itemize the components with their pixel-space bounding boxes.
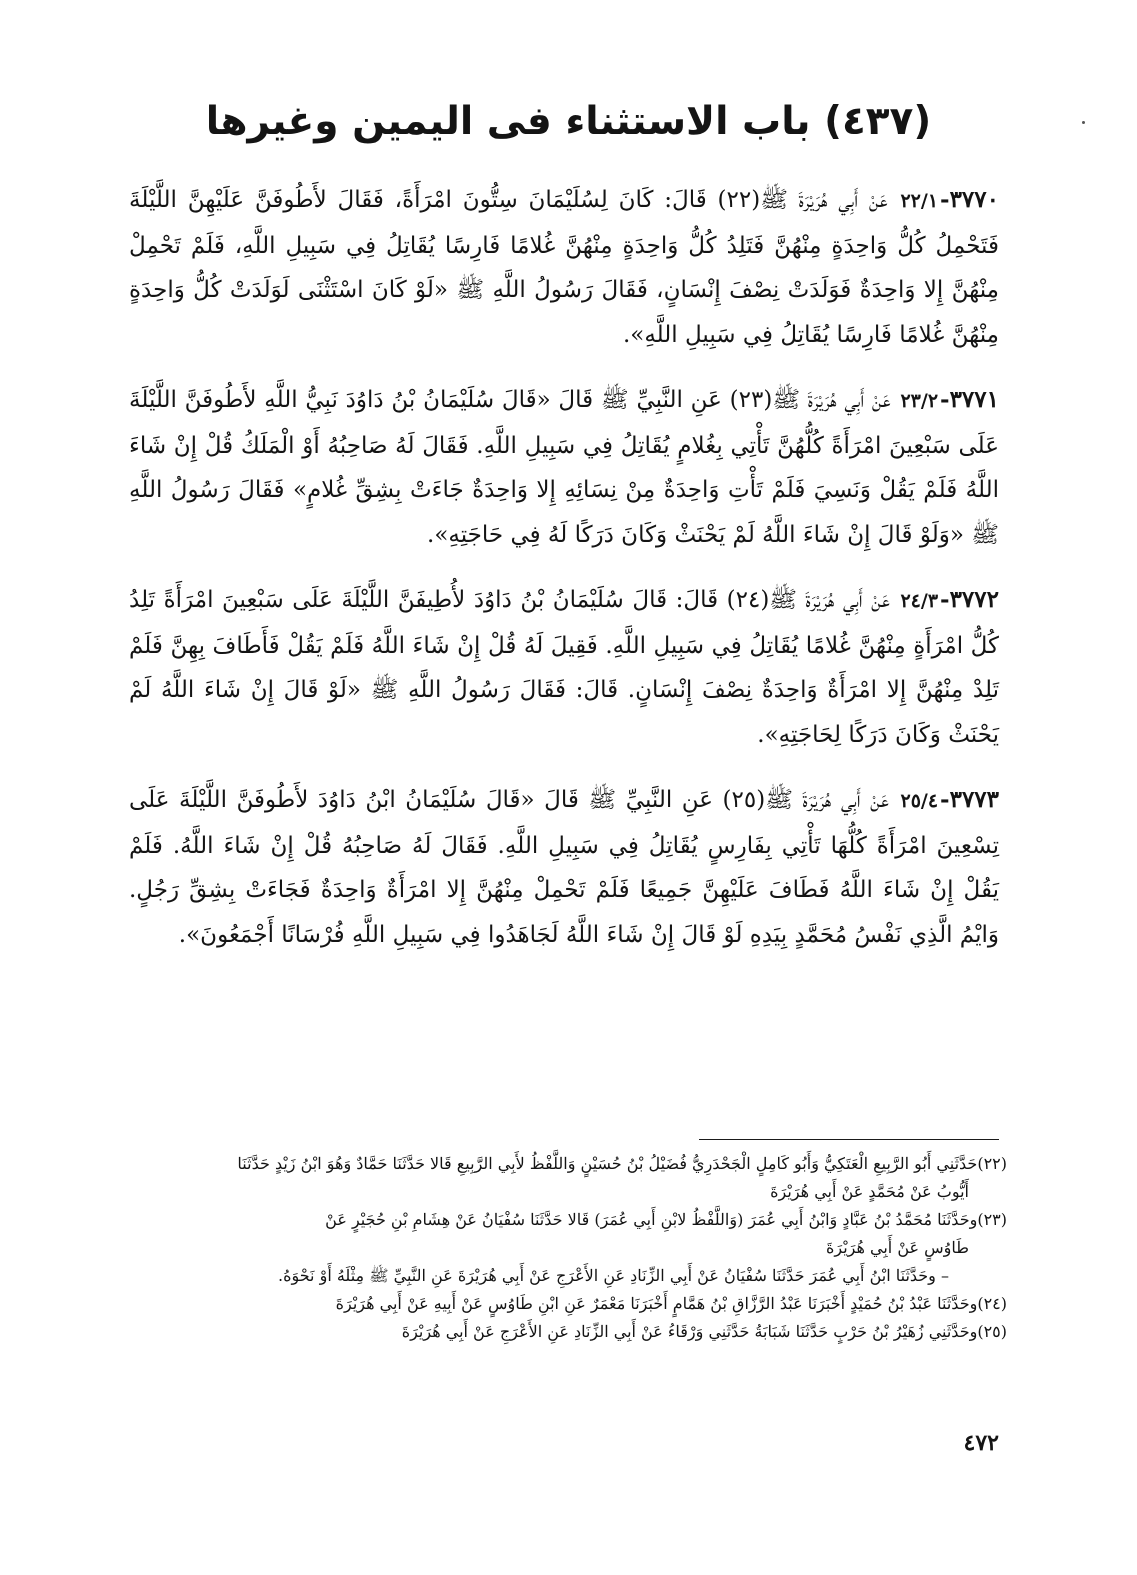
hadith-3772 [129,578,999,757]
footnotes [127,1150,1007,1346]
hadith-list [129,178,999,978]
chapter-title: (٤٣٧) باب الاستثناء فى اليمين وغيرها [205,99,932,144]
footnote-22: (٢٢)حَدَّثَنِي أَبُو الرَّبِيعِ الْعَتَكِيُّ وَأَبُو كَامِلٍ الْجَحْدَرِيُّ فُضَيْلُ بْنُ حُسَيْنٍ وَاللَّفْظُ لأَبِي الرَّبِيعِ قَالا حَدَّثَنَا حَمَّادٌ وَهُوَ ابْنُ زَيْدٍ حَدَّثَنَا [237,1154,1007,1173]
footnote-24: (٢٤)وحَدَّثَنَا عَبْدُ بْنُ حُمَيْدٍ أَخْبَرَنَا عَبْدُ الرَّزَّاقِ بْنُ هَمَّامٍ أَخْبَرَنَا مَعْمَرٌ عَنِ ابْنِ طَاوُسٍ عَنْ أَبِيهِ عَنْ أَبِي هُرَيْرَةَ [335,1294,1007,1313]
page-number: ٤٧٢ [963,1430,999,1456]
hadith-3773 [129,778,999,957]
hadith-sub-number: ٢٢/١ [900,190,939,212]
hadith-sub-number: ٢٥/٤ [900,790,939,812]
hadith-3770 [129,178,999,357]
footnote-23: (٢٣)وحَدَّثَنَا مُحَمَّدُ بْنُ عَبَّادٍ وَابْنُ أَبِي عُمَرَ (وَاللَّفْظُ لابْنِ أَبِي عُمَرَ) قَالا حَدَّثَنَا سُفْيَانُ عَنْ هِشَامِ بْنِ حُجَيْرٍ عَنْ [325,1210,1007,1229]
footnote-23-variant: – وحَدَّثَنَا ابْنُ أَبِي عُمَرَ حَدَّثَنَا سُفْيَانُ عَنْ أَبِي الزِّنَادِ عَنِ الأَعْرَجِ عَنْ أَبِي هُرَيْرَةَ عَنِ النَّبِيِّ ﷺ مِثْلَهُ أَوْ نَحْوَهُ. [277,1266,949,1285]
hadith-text: عَنْ أَبِي هُرَيْرَةَ ﷺ(٢٤) قَالَ: قَالَ سُلَيْمَانُ بْنُ دَاوُدَ لأُطِيفَنَّ اللَّيْلَةَ عَلَى سَبْعِينَ امْرَأَةً تَلِدُ كُلُّ امْرَأَةٍ مِنْهُنَّ غُلامًا يُقَاتِلُ فِي سَبِيلِ اللَّهِ. فَقِيلَ لَهُ قُلْ إِنْ شَاءَ اللَّهُ فَلَمْ يَقُلْ فَأَطَافَ بِهِنَّ فَلَمْ تَلِدْ مِنْهُنَّ إِلا امْرَأَةٌ وَاحِدَةٌ نِصْفَ إِنْسَانٍ. قَالَ: فَقَالَ رَسُولُ اللَّهِ ﷺ «لَوْ قَالَ إِنْ شَاءَ اللَّهُ لَمْ يَحْنَثْ وَكَانَ دَرَكًا لِحَاجَتِهِ». [129,587,999,748]
hadith-number: ٣٧٧١- [940,386,999,413]
hadith-text: عَنْ أَبِي هُرَيْرَةَ ﷺ(٢٣) عَنِ النَّبِيِّ ﷺ قَالَ «قَالَ سُلَيْمَانُ بْنُ دَاوُدَ نَبِيُّ اللَّهِ لأَطُوفَنَّ اللَّيْلَةَ عَلَى سَبْعِينَ امْرَأَةً كُلُّهُنَّ تَأْتِي بِغُلامٍ يُقَاتِلُ فِي سَبِيلِ اللَّهِ. فَقَالَ لَهُ صَاحِبُهُ أَوْ الْمَلَكُ قُلْ إِنْ شَاءَ اللَّهُ فَلَمْ يَقُلْ وَنَسِيَ فَلَمْ تَأْتِ وَاحِدَةٌ مِنْ نِسَائِهِ إِلا وَاحِدَةٌ جَاءَتْ بِشِقِّ غُلامٍ» فَقَالَ رَسُولُ اللَّهِ ﷺ «وَلَوْ قَالَ إِنْ شَاءَ اللَّهُ لَمْ يَحْنَثْ وَكَانَ دَرَكًا لَهُ فِي حَاجَتِهِ». [129,387,999,548]
hadith-sub-number: ٢٣/٢ [900,390,939,412]
hadith-text: عَنْ أَبِي هُرَيْرَةَ ﷺ(٢٥) عَنِ النَّبِيِّ ﷺ قَالَ «قَالَ سُلَيْمَانُ ابْنُ دَاوُدَ لأَطُوفَنَّ اللَّيْلَةَ عَلَى تِسْعِينَ امْرَأَةً كُلُّهَا تَأْتِي بِفَارِسٍ يُقَاتِلُ فِي سَبِيلِ اللَّهِ. فَقَالَ لَهُ صَاحِبُهُ قُلْ إِنْ شَاءَ اللَّهُ. فَلَمْ يَقُلْ إِنْ شَاءَ اللَّهُ فَطَافَ عَلَيْهِنَّ جَمِيعًا فَلَمْ تَحْمِلْ مِنْهُنَّ إِلا امْرَأَةٌ وَاحِدَةٌ فَجَاءَتْ بِشِقِّ رَجُلٍ. وَايْمُ الَّذِي نَفْسُ مُحَمَّدٍ بِيَدِهِ لَوْ قَالَ إِنْ شَاءَ اللَّهُ لَجَاهَدُوا فِي سَبِيلِ اللَّهِ فُرْسَانًا أَجْمَعُونَ». [129,787,999,948]
scan-speck [1082,121,1085,124]
hadith-text: عَنْ أَبِي هُرَيْرَةَ ﷺ(٢٢) قَالَ: كَانَ لِسُلَيْمَانَ سِتُّونَ امْرَأَةً، فَقَالَ لأَطُوفَنَّ عَلَيْهِنَّ اللَّيْلَةَ فَتَحْمِلُ كُلُّ وَاحِدَةٍ مِنْهُنَّ فَتَلِدُ كُلُّ وَاحِدَةٍ مِنْهُنَّ غُلامًا فَارِسًا يُقَاتِلُ فِي سَبِيلِ اللَّهِ، فَلَمْ تَحْمِلْ مِنْهُنَّ إِلا وَاحِدَةٌ فَوَلَدَتْ نِصْفَ إِنْسَانٍ، فَقَالَ رَسُولُ اللَّهِ ﷺ «لَوْ كَانَ اسْتَثْنَى لَوَلَدَتْ كُلُّ وَاحِدَةٍ مِنْهُنَّ غُلامًا فَارِسًا يُقَاتِلُ فِي سَبِيلِ اللَّهِ». [129,187,999,348]
hadith-3771 [129,378,999,557]
hadith-number: ٣٧٧٠- [940,186,999,213]
footnote-25: (٢٥)وحَدَّثَنِي زُهَيْرُ بْنُ حَرْبٍ حَدَّثَنَا شَبَابَةُ حَدَّثَنِي وَرْقَاءُ عَنْ أَبِي الزِّنَادِ عَنِ الأَعْرَجِ عَنْ أَبِي هُرَيْرَةَ [401,1322,1007,1341]
hadith-number: ٣٧٧٢- [940,586,999,613]
hadith-number: ٣٧٧٣- [940,786,1000,813]
footnote-22-continued: أَيُّوبُ عَنْ مُحَمَّدٍ عَنْ أَبِي هُرَيْرَةَ [770,1182,969,1201]
footnote-divider [699,1139,999,1140]
footnote-23-continued: طَاوُسٍ عَنْ أَبِي هُرَيْرَةَ [825,1238,969,1257]
hadith-sub-number: ٢٤/٣ [900,590,939,612]
